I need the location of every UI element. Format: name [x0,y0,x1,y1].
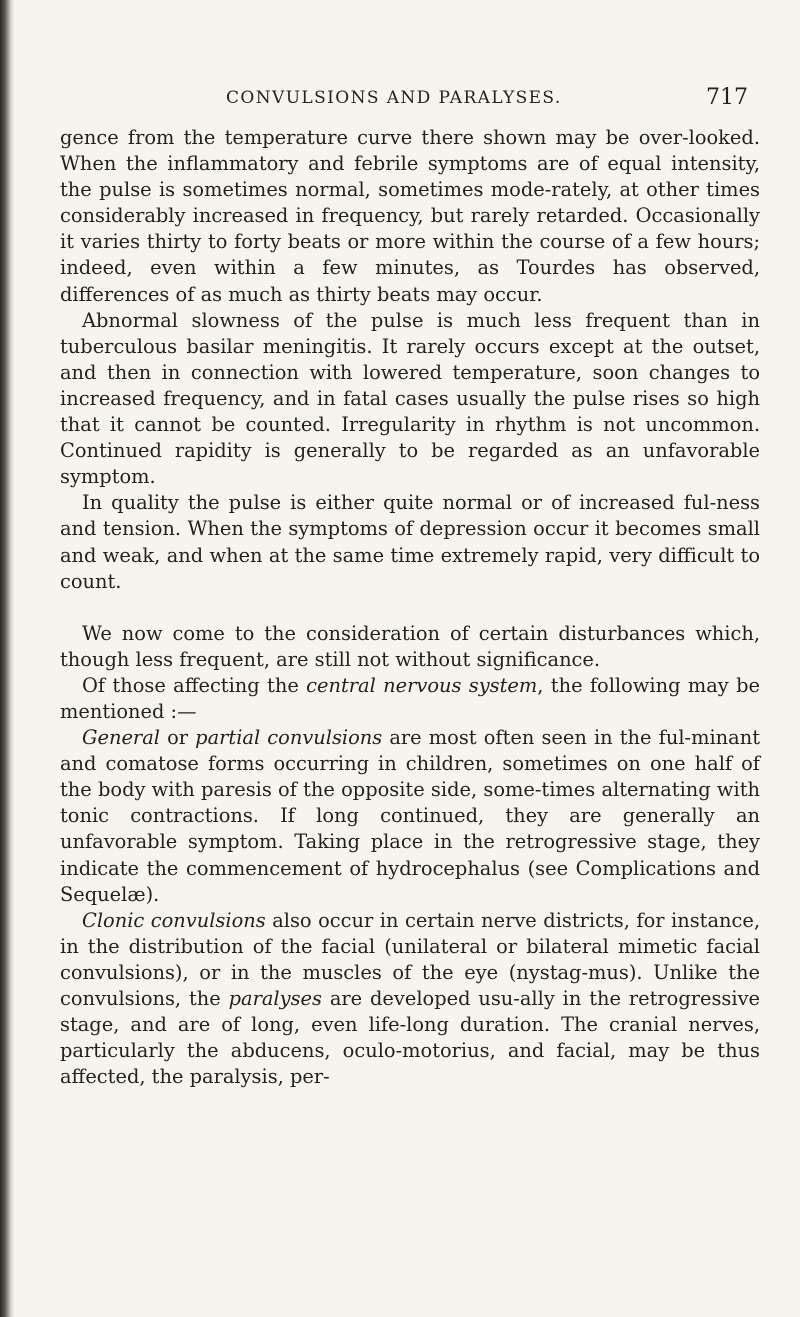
paragraph [60,308,760,491]
text-run: , the following may be mentioned :— [60,673,760,723]
paragraph [60,621,760,673]
page-number: 717 [706,85,748,110]
paragraph [60,908,760,1091]
italic-text: paralyses [228,987,322,1010]
text-run: We now come to the consideration of certain disturbances which, though less frequent, are still not without significance. [60,621,760,671]
italic-text: General [82,726,160,750]
text-run: are most often seen in the ful-minant and comatose forms occurring in children, sometimes on one half of the body with paresis of the opposite side, some-times alternating with tonic contractions. If long continued, they are generally an unfavorable symptom. Taking place in the retrogressive stage, they indicate the commencement of hydrocephalus (see Complications and Sequelæ). [60,726,760,906]
italic-text: central nervous system [306,673,538,697]
text-run: gence from the temperature curve there shown may be over-looked. When the inflammatory and febrile symptoms are of equal intensity, the pulse is sometimes normal, sometimes mode-rately, at other times considerably increased in frequency, but rarely retarded. Occasionally it varies thirty to forty beats or more within the course of a few hours; indeed, even within a few minutes, as Tourdes has observed, differences of as much as thirty beats may occur. [60,126,760,306]
text-run: or [159,726,196,750]
paragraph [60,490,760,594]
paragraph [60,725,760,908]
page-header [60,85,760,118]
paragraph [60,673,760,725]
text-run: are developed usu-ally in the retrogressive stage, and are of long, even life-long duration. The cranial nerves, particularly the abducens, oculo-motorius, and facial, may be thus affected, the paralysis, per- [60,987,761,1089]
text-run: also occur in certain nerve districts, for instance, in the distribution of the facial (unilateral or bilateral mimetic facial convulsions), or in the muscles of the eye (nystag-mus). Unlike the convulsions, the [60,908,760,1010]
paragraph [60,125,760,308]
running-head: CONVULSIONS AND PARALYSES. [226,88,562,108]
text-run: Abnormal slowness of the pulse is much less frequent than in tuberculous basilar meningitis. It rarely occurs except at the outset, and then in connection with lowered temperature, soon changes to increased frequency, and in fatal cases usually the pulse rises so high that it cannot be counted. Irregularity in rhythm is not uncommon. Continued rapidity is generally to be regarded as an unfavorable symptom. [60,308,760,489]
binding-gutter-shadow [0,0,14,1317]
body-text [60,125,760,1090]
italic-text: Clonic convulsions [82,908,266,932]
italic-text: partial convulsions [195,726,383,750]
text-run: Of those affecting the [82,673,307,697]
text-run: In quality the pulse is either quite normal or of increased ful-ness and tension. When the symptoms of depression occur it becomes small and weak, and when at the same time extremely rapid, very difficult to count. [60,491,760,593]
